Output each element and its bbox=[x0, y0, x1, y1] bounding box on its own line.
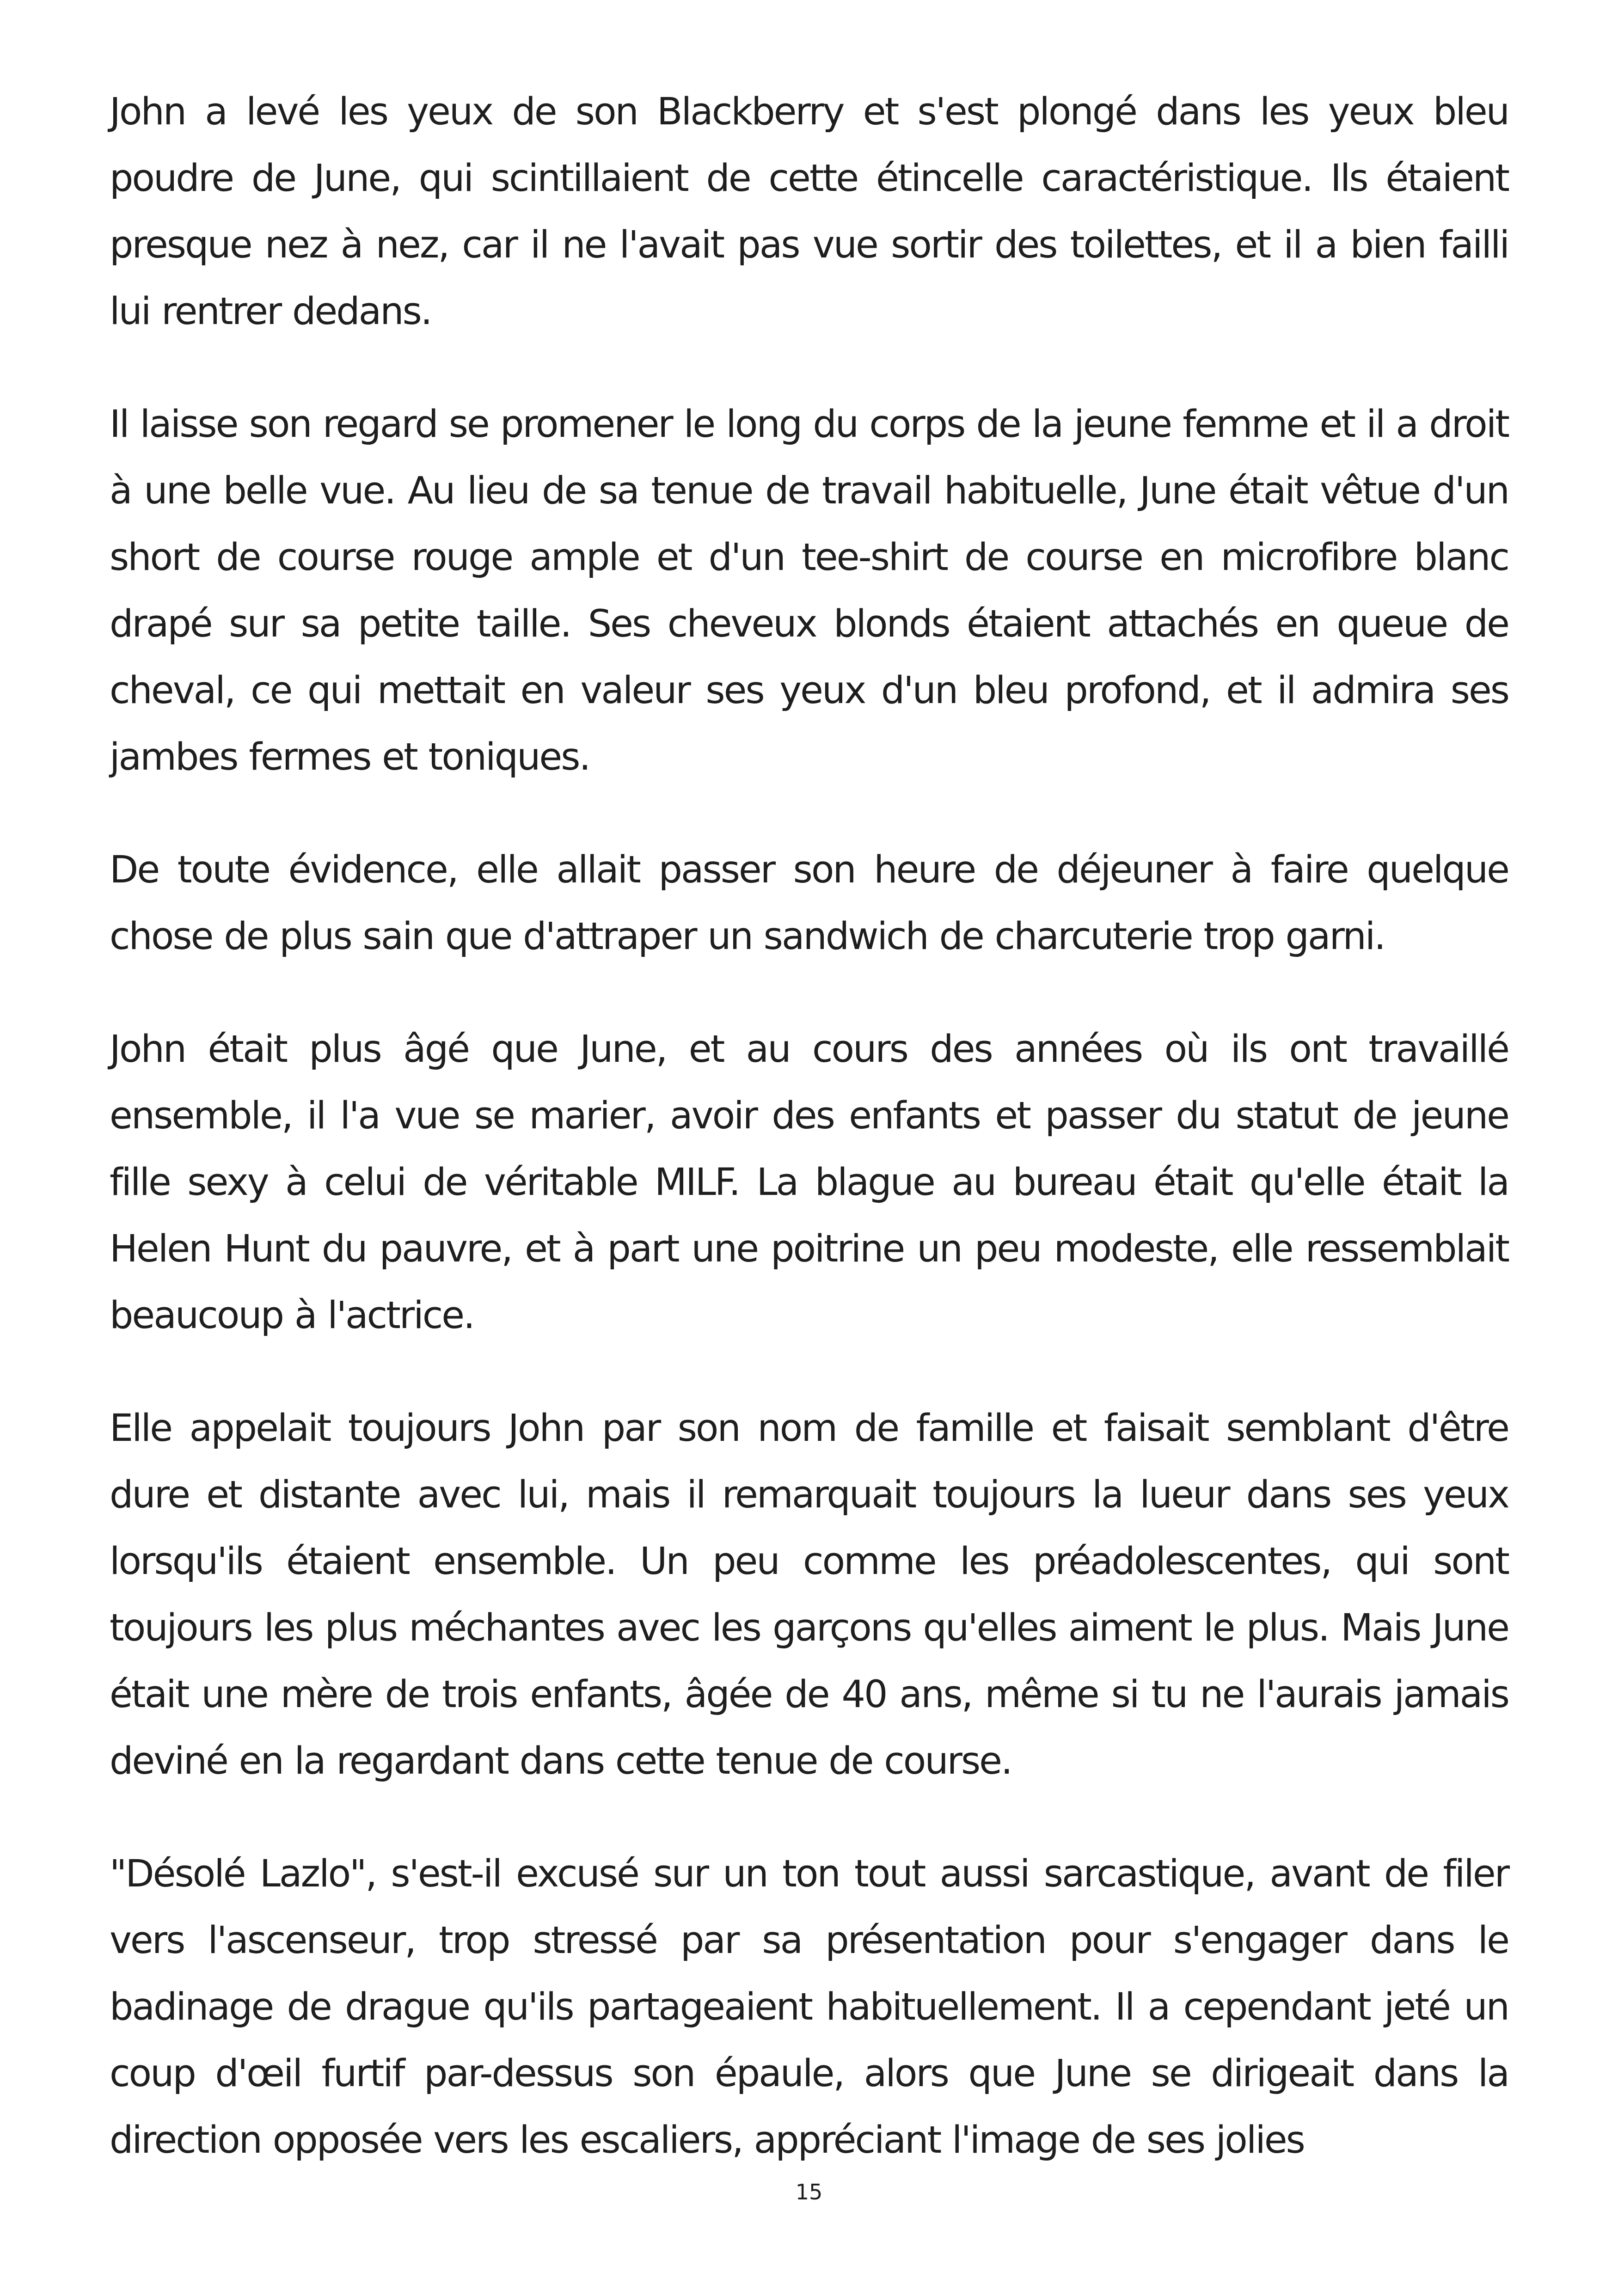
paragraph-6: "Désolé Lazlo", s'est-il excusé sur un ton tout aussi sarcastique, avant de filer vers l'ascenseur, trop stressé par sa présentation pour s'engager dans le badinage de drague qu'ils partageaient habituellement. Il a cependant jeté un coup d'œil furtif par-dessus son épaule, alors que June se dirigeait dans la direction opposée vers les escaliers, appréciant l'image de ses jolies bbox=[110, 1852, 1508, 2162]
paragraph-2: Il laisse son regard se promener le long du corps de la jeune femme et il a droit à une belle vue. Au lieu de sa tenue de travail habituelle, June était vêtue d'un short de course rouge ample et d'un tee-shirt de course en microfibre blanc drapé sur sa petite taille. Ses cheveux blonds étaient attachés en queue de cheval, ce qui mettait en valeur ses yeux d'un bleu profond, et il admira ses jambes fermes et toniques. bbox=[110, 403, 1508, 779]
paragraph-1: John a levé les yeux de son Blackberry et s'est plongé dans les yeux bleu poudre de June, qui scintillaient de cette étincelle caractéristique. Ils étaient presque nez à nez, car il ne l'avait pas vue sortir des toilettes, et il a bien failli lui rentrer dedans. bbox=[110, 90, 1508, 333]
paragraph-3: De toute évidence, elle allait passer son heure de déjeuner à faire quelque chose de plus sain que d'attraper un sandwich de charcuterie trop garni. bbox=[110, 848, 1508, 958]
paragraph-5: Elle appelait toujours John par son nom de famille et faisait semblant d'être dure et distante avec lui, mais il remarquait toujours la lueur dans ses yeux lorsqu'ils étaient ensemble. Un peu comme les préadolescentes, qui sont toujours les plus méchantes avec les garçons qu'elles aiment le plus. Mais June était une mère de trois enfants, âgée de 40 ans, même si tu ne l'aurais jamais deviné en la regardant dans cette tenue de course. bbox=[110, 1407, 1508, 1783]
body-text bbox=[110, 79, 1508, 2174]
page-number: 15 bbox=[795, 2180, 823, 2204]
paragraph-4: John était plus âgé que June, et au cours des années où ils ont travaillé ensemble, il l'a vue se marier, avoir des enfants et passer du statut de jeune fille sexy à celui de véritable MILF. La blague au bureau était qu'elle était la Helen Hunt du pauvre, et à part une poitrine un peu modeste, elle ressemblait beaucoup à l'actrice. bbox=[110, 1028, 1508, 1337]
